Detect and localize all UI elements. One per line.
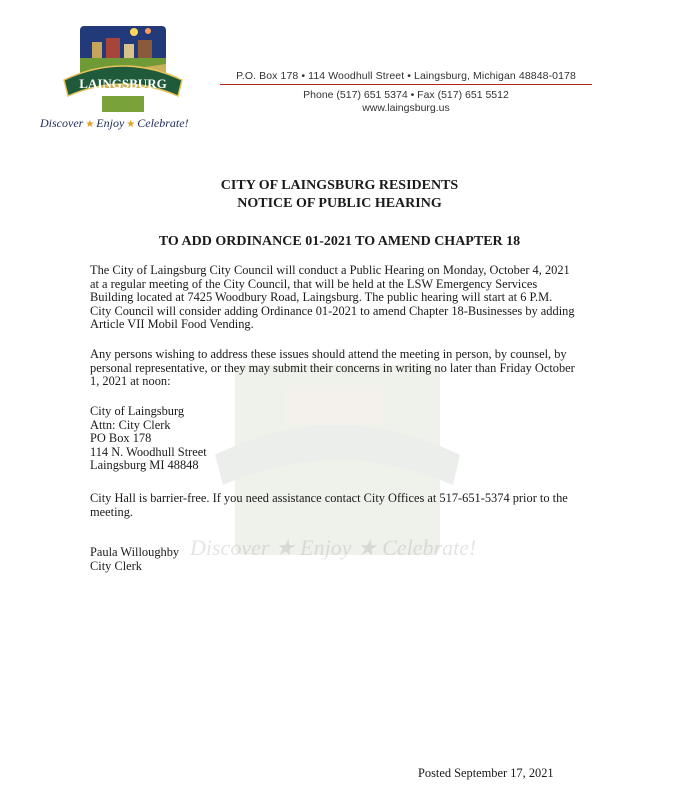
paragraph-hearing-details: The City of Laingsburg City Council will conduct a Public Hearing on Monday, October 4, 2021 at a regular meeting of the City Council, that will be held at the LSW Emergency Services Building located at 7425 Woodbury Road, Laingsburg. The public hearing will start at 6 P.M. City Council will consider adding Ordinance 01-2021 to amend Chapter 18-Businesses by adding Article VII Mobil Food Vending. [90, 263, 575, 332]
paragraph-accessibility: City Hall is barrier-free. If you need assistance contact City Offices at 517-651-5374 prior to the meeting. [90, 491, 568, 519]
notice-subtitle: TO ADD ORDINANCE 01-2021 TO AMEND CHAPTER 18 [158, 234, 521, 249]
website[interactable]: www.laingsburg.us [362, 102, 450, 114]
letterhead [220, 70, 592, 114]
logo-text: LAINGSBURG [79, 76, 167, 91]
city-logo [62, 22, 184, 118]
watermark-tagline: Discover ★ Enjoy ★ Celebrate! [190, 535, 477, 560]
mailing-address: City of Laingsburg Attn: City Clerk PO Box 178 114 N. Woodhull Street Laingsburg MI 48848 [90, 404, 207, 473]
notice-title-line2: NOTICE OF PUBLIC HEARING [237, 196, 442, 211]
tagline: Discover ★ Enjoy ★ Celebrate! [40, 116, 189, 130]
address-line: P.O. Box 178 • 114 Woodhull Street • Laingsburg, Michigan 48848-0178 [220, 70, 592, 85]
posted-date: Posted September 17, 2021 [418, 766, 554, 780]
signature-block [90, 546, 590, 573]
signature-name: Paula Willoughby [90, 545, 180, 559]
signature-title: City Clerk [90, 558, 142, 573]
phone-line: Phone (517) 651 5374 • Fax (517) 651 5512 [303, 89, 509, 101]
paragraph-attendance: Any persons wishing to address these issues should attend the meeting in person, by counsel, by personal representative, or they may submit their concerns in writing no later than Friday October 1, 2021 at noon: [90, 347, 575, 389]
notice-title-line1: CITY OF LAINGSBURG RESIDENTS [220, 178, 459, 193]
